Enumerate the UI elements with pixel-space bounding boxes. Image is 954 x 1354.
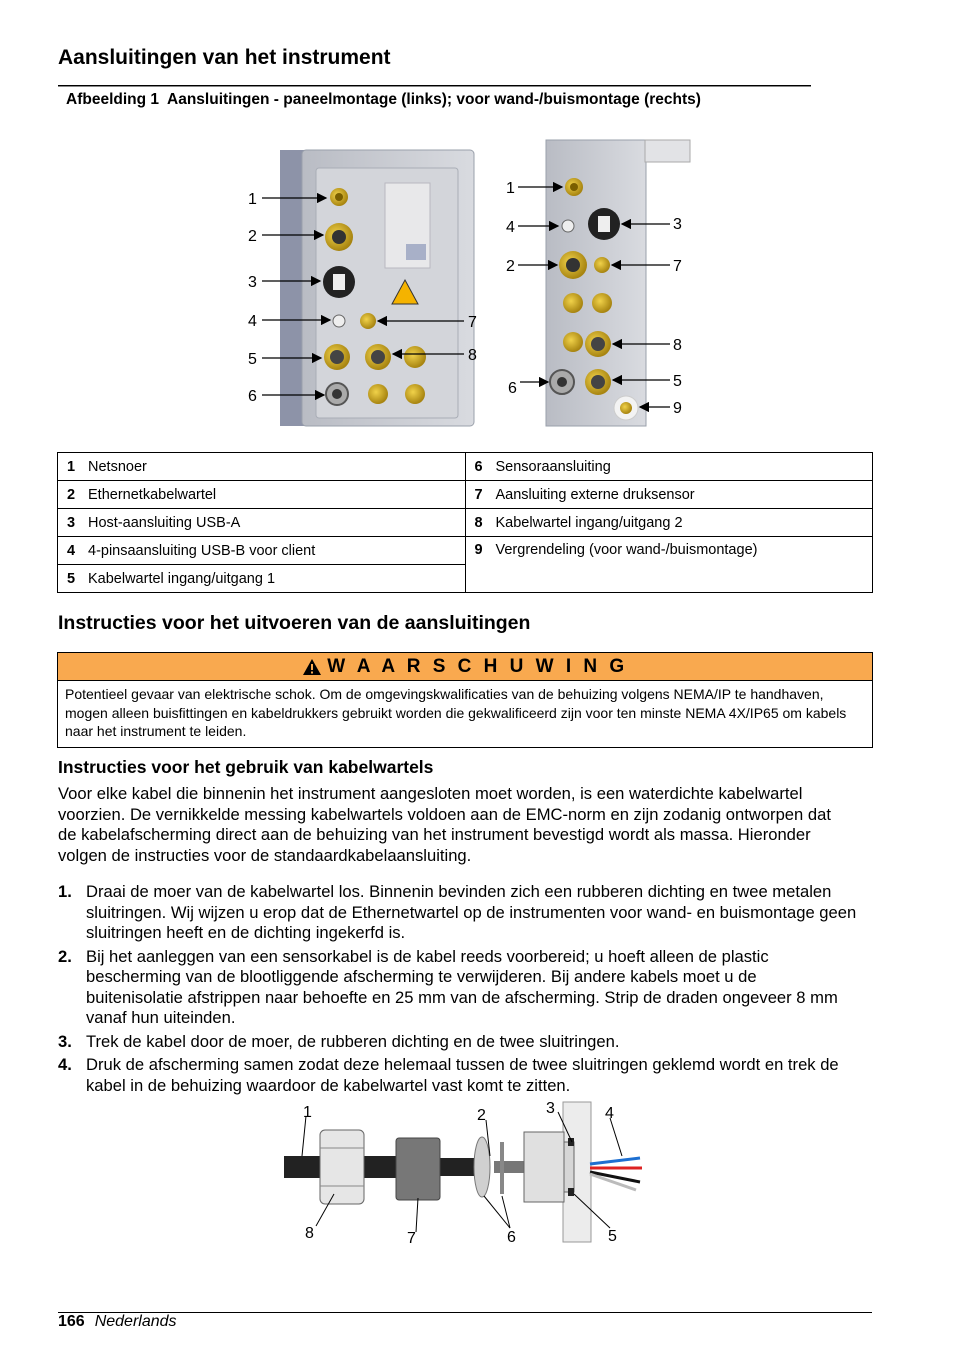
callout-left-8: 8: [468, 347, 477, 364]
step-text: Trek de kabel door de moer, de rubberen dichting en de twee sluitringen.: [86, 1031, 620, 1051]
figure1-connections-image: [240, 128, 700, 436]
legend-row: [58, 453, 873, 481]
step-number: 4.: [58, 1055, 72, 1074]
legend-text: Kabelwartel ingang/uitgang 2: [495, 514, 683, 531]
callout-right-1: 1: [506, 180, 515, 197]
legend-cell: [58, 453, 466, 481]
step-number: 2.: [58, 946, 72, 966]
figure2-cable-gland-image: [280, 1098, 660, 1250]
step-item: [58, 882, 858, 944]
legend-text: Host-aansluiting USB-A: [88, 514, 241, 531]
callout-right-4: 4: [506, 219, 515, 236]
figure1-caption: [66, 91, 701, 109]
gland-callout-4: 4: [605, 1105, 614, 1122]
legend-cell: [465, 453, 873, 481]
gland-callout-5: 5: [608, 1228, 617, 1245]
steps-list: [58, 882, 858, 1099]
legend-cell: [465, 537, 873, 593]
figure1-legend-table: [57, 452, 873, 593]
legend-num: 1: [67, 458, 76, 475]
legend-cell: [58, 481, 466, 509]
warning-box: [57, 652, 873, 748]
warning-header: [58, 653, 872, 681]
callout-left-4: 4: [248, 313, 257, 330]
legend-text: Kabelwartel ingang/uitgang 1: [88, 570, 276, 587]
step-item: [58, 1032, 858, 1053]
callout-right-8: 8: [673, 337, 682, 354]
callout-right-3: 3: [673, 216, 682, 233]
legend-num: 7: [474, 486, 483, 503]
legend-row: [58, 509, 873, 537]
step-text: Draai de moer van de kabelwartel los. Binnenin bevinden zich een rubberen dichting en twee metalen sluitringen. Wij wijzen u erop dat de Ethernetwartel op de instrumenten voor wand- en buismontage geen sluitringen heeft en de dichting ingekerfd is.: [86, 882, 857, 942]
callout-right-6: 6: [508, 380, 517, 397]
legend-num: 5: [67, 570, 76, 587]
title-rule: [58, 85, 811, 86]
legend-num: 9: [474, 542, 483, 558]
legend-cell: [465, 509, 873, 537]
legend-num: 3: [67, 514, 76, 531]
warning-text: Potentieel gevaar van elektrische schok. Om de omgevingskwalificaties van de behuizing volgens NEMA/IP te handhaven, mogen alleen buisfittingen en kabeldrukkers gebruikt worden die gekwalificeerd zijn voor ten minste NEMA 4X/IP65 om kabels naar het instrument te leiden.: [65, 686, 847, 739]
step-text: Druk de afscherming samen zodat deze helemaal tussen de twee sluitringen geklemd wordt en trek de kabel in de behuizing waardoor de kabelwartel vast komt te zitten.: [86, 1055, 839, 1095]
legend-text: 4-pinsaansluiting USB-B voor client: [88, 542, 316, 559]
callout-left-5: 5: [248, 351, 257, 368]
callout-left-3: 3: [248, 274, 257, 291]
footer-rule: [58, 1312, 872, 1313]
gland-callout-2: 2: [477, 1107, 486, 1124]
legend-cell: [58, 509, 466, 537]
legend-num: 4: [67, 542, 76, 559]
callout-left-1: 1: [248, 191, 257, 208]
step-item: [58, 1055, 858, 1096]
legend-num: 6: [474, 458, 483, 475]
warning-title: W A A R S C H U W I N G: [327, 655, 628, 677]
legend-text: Ethernetkabelwartel: [88, 486, 217, 503]
gland-callout-1: 1: [303, 1104, 312, 1121]
footer-language: Nederlands: [94, 1313, 177, 1330]
callout-left-7: 7: [468, 314, 477, 331]
gland-callout-3: 3: [546, 1100, 555, 1117]
step-text: Bij het aanleggen van een sensorkabel is de kabel reeds voorbereid; u hoeft alleen de plastic bescherming van de blootliggende afscherming te verwijderen. Bij andere kabels moet u de buitenisolatie afstrippen naar behoefte en 25 mm van de afscherming. Strip de draden ongeveer 8 mm vanaf hun uiteinden.: [86, 946, 838, 1027]
step-number: 3.: [58, 1031, 72, 1051]
figure1-label: Afbeelding 1: [66, 91, 160, 108]
legend-text: Netsnoer: [88, 458, 147, 475]
legend-cell: [58, 565, 466, 593]
legend-text: Aansluiting externe druksensor: [495, 486, 695, 503]
warning-triangle-icon: [302, 658, 322, 676]
legend-row: [58, 537, 873, 565]
legend-row: [58, 481, 873, 509]
figure1-caption-text: Aansluitingen - paneelmontage (links); voor wand-/buismontage (rechts): [167, 91, 701, 108]
step-item: [58, 947, 858, 1029]
page-number: 166: [58, 1313, 85, 1330]
subsection-title: Instructies voor het gebruik van kabelwartels: [58, 757, 434, 777]
instructions-title: Instructies voor het uitvoeren van de aansluitingen: [58, 612, 531, 634]
legend-text: Vergrendeling (voor wand-/buismontage): [495, 542, 758, 558]
legend-text: Sensoraansluiting: [495, 458, 611, 475]
callout-right-5: 5: [673, 373, 682, 390]
legend-cell: [465, 481, 873, 509]
legend-num: 2: [67, 486, 76, 503]
callout-right-2: 2: [506, 258, 515, 275]
gland-callout-7: 7: [407, 1230, 416, 1247]
page-footer: [58, 1313, 177, 1331]
gland-callout-6: 6: [507, 1229, 516, 1246]
callout-left-6: 6: [248, 388, 257, 405]
section-title: Aansluitingen van het instrument: [58, 46, 391, 69]
legend-cell: [58, 537, 466, 565]
callout-right-7: 7: [673, 258, 682, 275]
callout-left-2: 2: [248, 228, 257, 245]
panel-mount-housing: [280, 150, 474, 426]
legend-num: 8: [474, 514, 483, 531]
callout-right-9: 9: [673, 400, 682, 417]
step-number: 1.: [58, 882, 72, 901]
wall-mount-housing: [546, 140, 690, 426]
intro-paragraph: Voor elke kabel die binnenin het instrument aangesloten moet worden, is een waterdichte kabelwartel voorzien. De vernikkelde messing kabelwartels voldoen aan de EMC-norm en zijn zodanig ontworpen dat de kabelafscherming direct aan de behuizing van het instrument bevestigd wordt als massa. Hieronder volgen de instructies voor de standaardkabelaansluiting.: [58, 784, 831, 865]
gland-callout-8: 8: [305, 1225, 314, 1242]
